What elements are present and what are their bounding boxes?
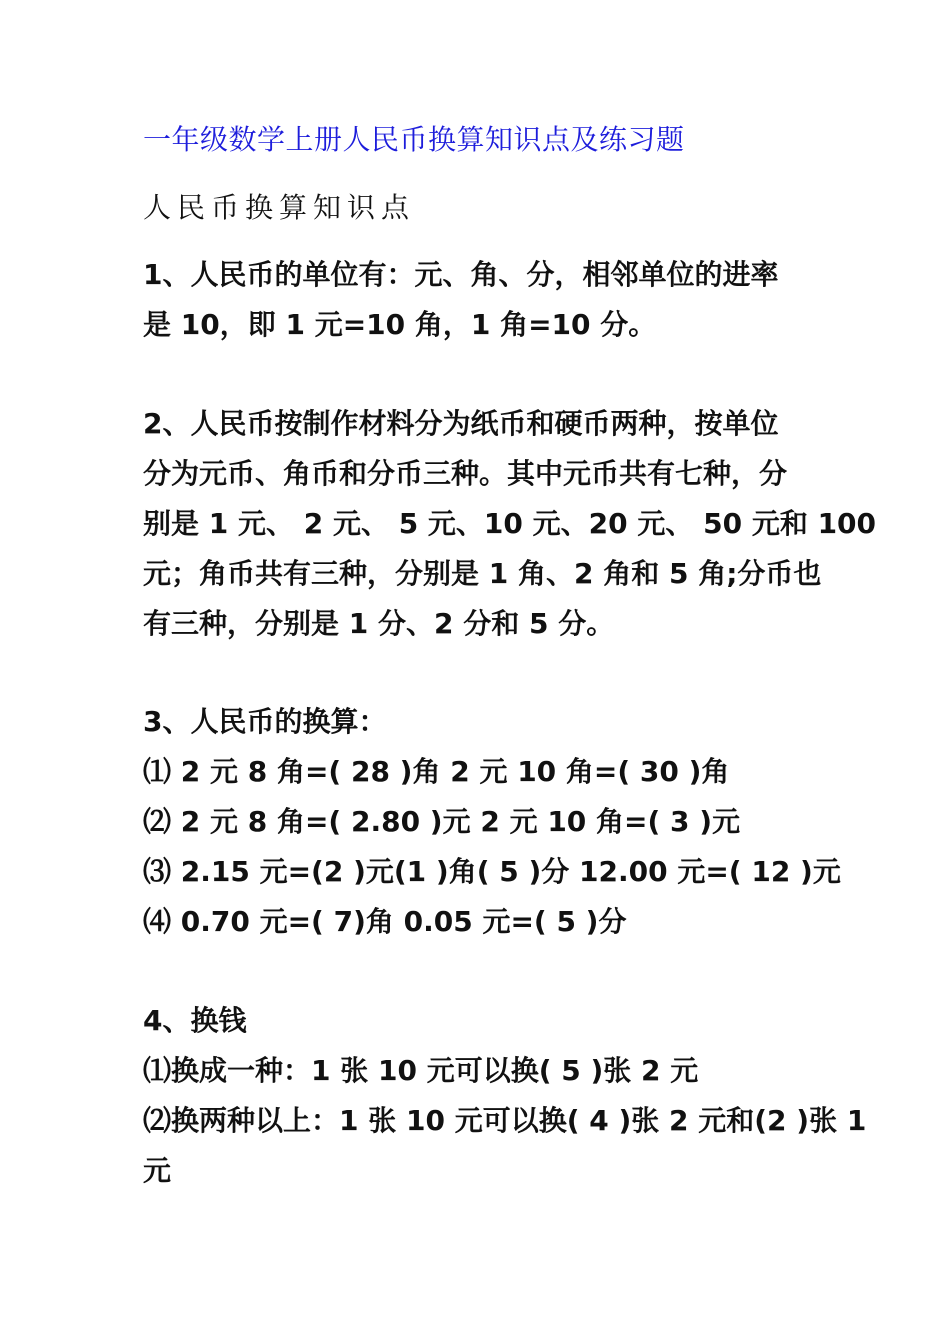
paragraph-line: 元；角币共有三种，分别是 1 角、2 角和 5 角;分币也	[143, 557, 822, 590]
exercise-item: ⑴ 2 元 8 角=( 28 )角 2 元 10 角=( 30 )角	[143, 755, 730, 788]
paragraph-line: 别是 1 元、 2 元、 5 元、10 元、20 元、 50 元和 100	[143, 507, 877, 540]
exercise-item: 元	[143, 1154, 172, 1187]
section-subtitle: 人民币换算知识点	[143, 191, 416, 224]
section-heading: 4、换钱	[143, 1004, 247, 1037]
exercise-item: ⑵ 2 元 8 角=( 2.80 )元 2 元 10 角=( 3 )元	[143, 805, 741, 838]
paragraph-line: 有三种，分别是 1 分、2 分和 5 分。	[143, 607, 615, 640]
document-title: 一年级数学上册人民币换算知识点及练习题	[143, 123, 685, 156]
exercise-item: ⑴换成一种：1 张 10 元可以换( 5 )张 2 元	[143, 1054, 699, 1087]
paragraph-line: 1、人民币的单位有：元、角、分，相邻单位的进率	[143, 258, 779, 291]
paragraph-line: 2、人民币按制作材料分为纸币和硬币两种，按单位	[143, 407, 779, 440]
exercise-item: ⑷ 0.70 元=( 7)角 0.05 元=( 5 )分	[143, 905, 627, 938]
paragraph-line: 是 10，即 1 元=10 角，1 角=10 分。	[143, 308, 657, 341]
exercise-item: ⑶ 2.15 元=(2 )元(1 )角( 5 )分 12.00 元=( 12 )元	[143, 855, 841, 888]
exercise-item: ⑵换两种以上：1 张 10 元可以换( 4 )张 2 元和(2 )张 1	[143, 1104, 867, 1137]
section-heading: 3、人民币的换算：	[143, 705, 387, 738]
paragraph-line: 分为元币、角币和分币三种。其中元币共有七种，分	[143, 457, 788, 490]
